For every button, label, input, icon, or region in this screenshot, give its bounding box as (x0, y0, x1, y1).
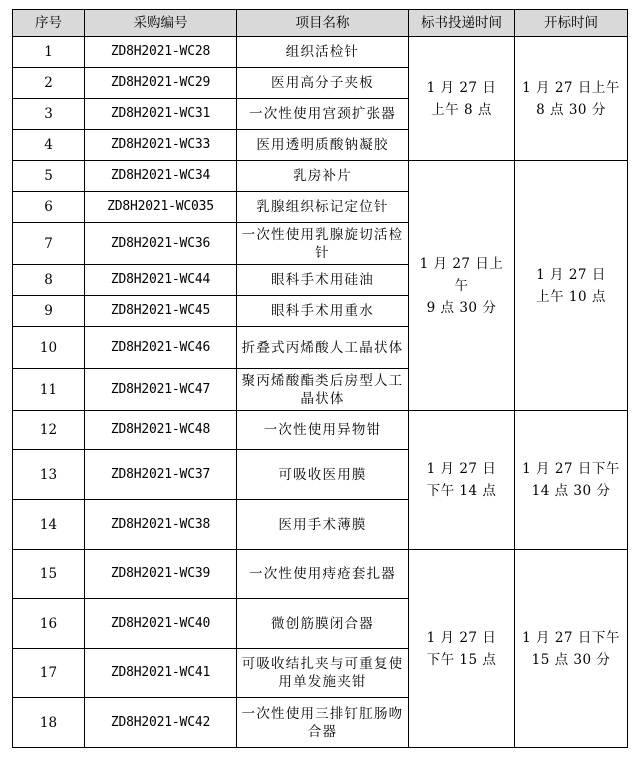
group-3-delivery-time (409, 411, 515, 550)
header-opening-time: 开标时间 (515, 10, 628, 37)
row-code: ZD8H2021-WC48 (85, 411, 237, 450)
group-4-delivery-time (409, 550, 515, 748)
group-2-delivery-time (409, 161, 515, 411)
row-name: 一次性使用宫颈扩张器 (237, 99, 409, 130)
row-code: ZD8H2021-WC36 (85, 223, 237, 265)
header-delivery-time: 标书投递时间 (409, 10, 515, 37)
row-code: ZD8H2021-WC39 (85, 550, 237, 599)
row-code: ZD8H2021-WC45 (85, 296, 237, 327)
row-seq: 2 (13, 68, 85, 99)
row-code: ZD8H2021-WC41 (85, 649, 237, 698)
row-name: 眼科手术用重水 (237, 296, 409, 327)
delivery-hour: 9 点 30 分 (426, 299, 497, 316)
group-3-opening-time (515, 411, 628, 550)
delivery-date: 1 月 27 日 (426, 461, 497, 477)
header-code: 采购编号 (85, 10, 237, 37)
row-code: ZD8H2021-WC42 (85, 698, 237, 748)
row-code: ZD8H2021-WC47 (85, 369, 237, 411)
row-seq: 5 (13, 161, 85, 192)
opening-date: 1 月 27 日下午 (522, 461, 620, 477)
opening-date: 1 月 27 日下午 (522, 629, 620, 646)
row-code: ZD8H2021-WC44 (85, 265, 237, 296)
header-row (13, 10, 628, 37)
row-seq: 7 (13, 223, 85, 265)
row-seq: 13 (13, 450, 85, 500)
row-code: ZD8H2021-WC34 (85, 161, 237, 192)
row-name: 一次性使用痔疮套扎器 (237, 550, 409, 599)
delivery-hour: 下午 14 点 (426, 483, 497, 499)
delivery-date: 1 月 27 日 (426, 79, 497, 96)
row-code: ZD8H2021-WC33 (85, 130, 237, 161)
opening-hour: 15 点 30 分 (531, 651, 611, 668)
row-name: 一次性使用异物钳 (237, 411, 409, 450)
row-code: ZD8H2021-WC46 (85, 327, 237, 369)
table-row (13, 550, 628, 599)
row-name: 可吸收医用膜 (237, 450, 409, 500)
row-seq: 8 (13, 265, 85, 296)
table-row (13, 411, 628, 450)
row-seq: 15 (13, 550, 85, 599)
row-code: ZD8H2021-WC37 (85, 450, 237, 500)
table-row (13, 37, 628, 68)
row-name: 乳腺组织标记定位针 (237, 192, 409, 223)
row-name: 微创筋膜闭合器 (237, 599, 409, 649)
delivery-date: 1 月 27 日 (426, 629, 497, 646)
row-seq: 6 (13, 192, 85, 223)
row-seq: 14 (13, 500, 85, 550)
row-code: ZD8H2021-WC28 (85, 37, 237, 68)
row-name: 一次性使用乳腺旋切活检针 (237, 223, 409, 265)
opening-hour: 8 点 30 分 (536, 101, 606, 118)
row-seq: 4 (13, 130, 85, 161)
row-name: 乳房补片 (237, 161, 409, 192)
delivery-hour: 上午 8 点 (431, 101, 492, 118)
opening-hour: 14 点 30 分 (531, 483, 611, 499)
row-name: 聚丙烯酸酯类后房型人工晶状体 (237, 369, 409, 411)
group-2-opening-time (515, 161, 628, 411)
row-seq: 12 (13, 411, 85, 450)
row-seq: 10 (13, 327, 85, 369)
row-code: ZD8H2021-WC31 (85, 99, 237, 130)
opening-hour: 上午 10 点 (536, 288, 606, 305)
row-seq: 1 (13, 37, 85, 68)
row-name: 医用手术薄膜 (237, 500, 409, 550)
row-seq: 18 (13, 698, 85, 748)
row-name: 眼科手术用硅油 (237, 265, 409, 296)
opening-date: 1 月 27 日 (536, 266, 606, 283)
row-seq: 9 (13, 296, 85, 327)
row-seq: 3 (13, 99, 85, 130)
row-code: ZD8H2021-WC38 (85, 500, 237, 550)
delivery-hour: 下午 15 点 (426, 651, 497, 668)
row-seq: 17 (13, 649, 85, 698)
table-row (13, 161, 628, 192)
row-code: ZD8H2021-WC035 (85, 192, 237, 223)
group-1-opening-time (515, 37, 628, 161)
procurement-schedule-table (12, 9, 628, 748)
group-1-delivery-time (409, 37, 515, 161)
row-seq: 16 (13, 599, 85, 649)
row-code: ZD8H2021-WC29 (85, 68, 237, 99)
row-name: 一次性使用三排钉肛肠吻合器 (237, 698, 409, 748)
header-name: 项目名称 (237, 10, 409, 37)
row-name: 可吸收结扎夹与可重复使用单发施夹钳 (237, 649, 409, 698)
opening-date: 1 月 27 日上午 (522, 79, 620, 96)
header-seq: 序号 (13, 10, 85, 37)
row-code: ZD8H2021-WC40 (85, 599, 237, 649)
group-4-opening-time (515, 550, 628, 748)
row-name: 组织活检针 (237, 37, 409, 68)
row-name: 折叠式丙烯酸人工晶状体 (237, 327, 409, 369)
row-name: 医用透明质酸钠凝胶 (237, 130, 409, 161)
row-name: 医用高分子夹板 (237, 68, 409, 99)
delivery-date: 1 月 27 日上午 (419, 255, 504, 294)
row-seq: 11 (13, 369, 85, 411)
